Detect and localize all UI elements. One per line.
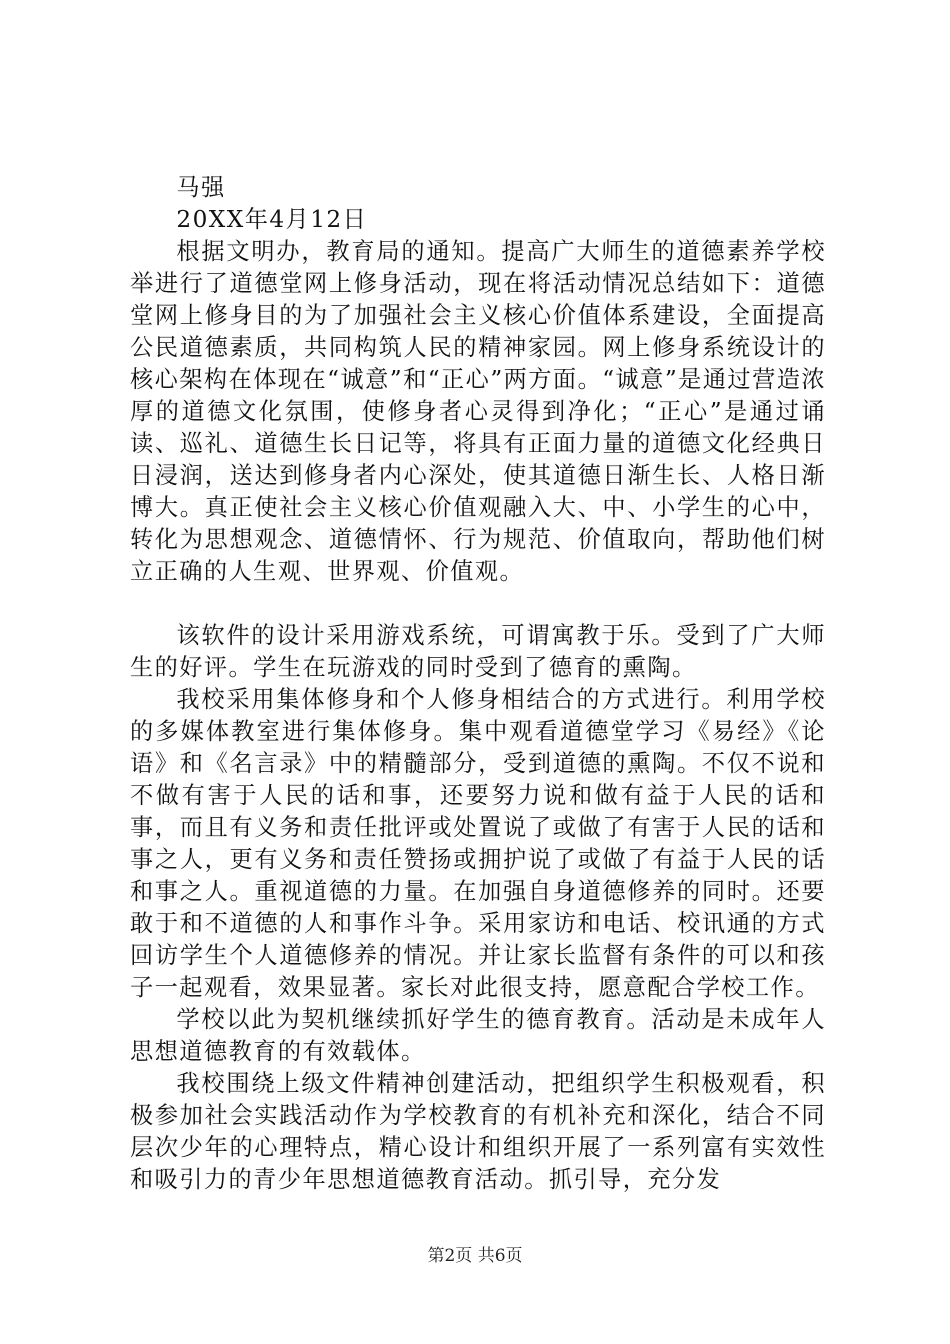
body-paragraph-5: 我校围绕上级文件精神创建活动，把组织学生积极观看，积极参加社会实践活动作为学校教育的有机补充和深化，结合不同层次少年的心理特点，精心设计和组织开展了一系列富有实效性和吸引力的青少年思想道德教育活动。抓引导，充分发 <box>130 1070 826 1193</box>
body-paragraph-2: 该软件的设计采用游戏系统，可谓寓教于乐。受到了广大师生的好评。学生在玩游戏的同时受到了德育的熏陶。 <box>130 622 826 681</box>
date-line: 20XX年4月12日 <box>176 206 368 233</box>
page-number-footer: 第2页 共6页 <box>427 1246 523 1266</box>
document-body <box>130 172 826 1196</box>
author-line: 马强 <box>176 174 226 201</box>
body-paragraph-4: 学校以此为契机继续抓好学生的德育教育。活动是未成年人思想道德教育的有效载体。 <box>130 1006 826 1065</box>
body-paragraph-3: 我校采用集体修身和个人修身相结合的方式进行。利用学校的多媒体教室进行集体修身。集中观看道德堂学习《易经》《论语》和《名言录》中的精髓部分，受到道德的熏陶。不仅不说和不做有害于人民的话和事，还要努力说和做有益于人民的话和事，而且有义务和责任批评或处置说了或做了有害于人民的话和事之人，更有义务和责任赞扬或拥护说了或做了有益于人民的话和事之人。重视道德的力量。在加强自身道德修养的同时。还要敢于和不道德的人和事作斗争。采用家访和电话、校讯通的方式回访学生个人道德修养的情况。并让家长监督有条件的可以和孩子一起观看，效果显著。家长对此很支持，愿意配合学校工作。 <box>130 686 826 1001</box>
body-paragraph-1: 根据文明办，教育局的通知。提高广大师生的道德素养学校举进行了道德堂网上修身活动，现在将活动情况总结如下：道德堂网上修身目的为了加强社会主义核心价值体系建设，全面提高公民道德素质，共同构筑人民的精神家园。网上修身系统设计的核心架构在体现在“诚意”和“正心”两方面。“诚意”是通过营造浓厚的道德文化氛围，使修身者心灵得到净化；“正心”是通过诵读、巡礼、道德生长日记等，将具有正面力量的道德文化经典日日浸润，送达到修身者内心深处，使其道德日渐生长、人格日渐博大。真正使社会主义核心价值观融入大、中、小学生的心中，转化为思想观念、道德情怀、行为规范、价值取向，帮助他们树立正确的人生观、世界观、价值观。 <box>130 238 826 585</box>
